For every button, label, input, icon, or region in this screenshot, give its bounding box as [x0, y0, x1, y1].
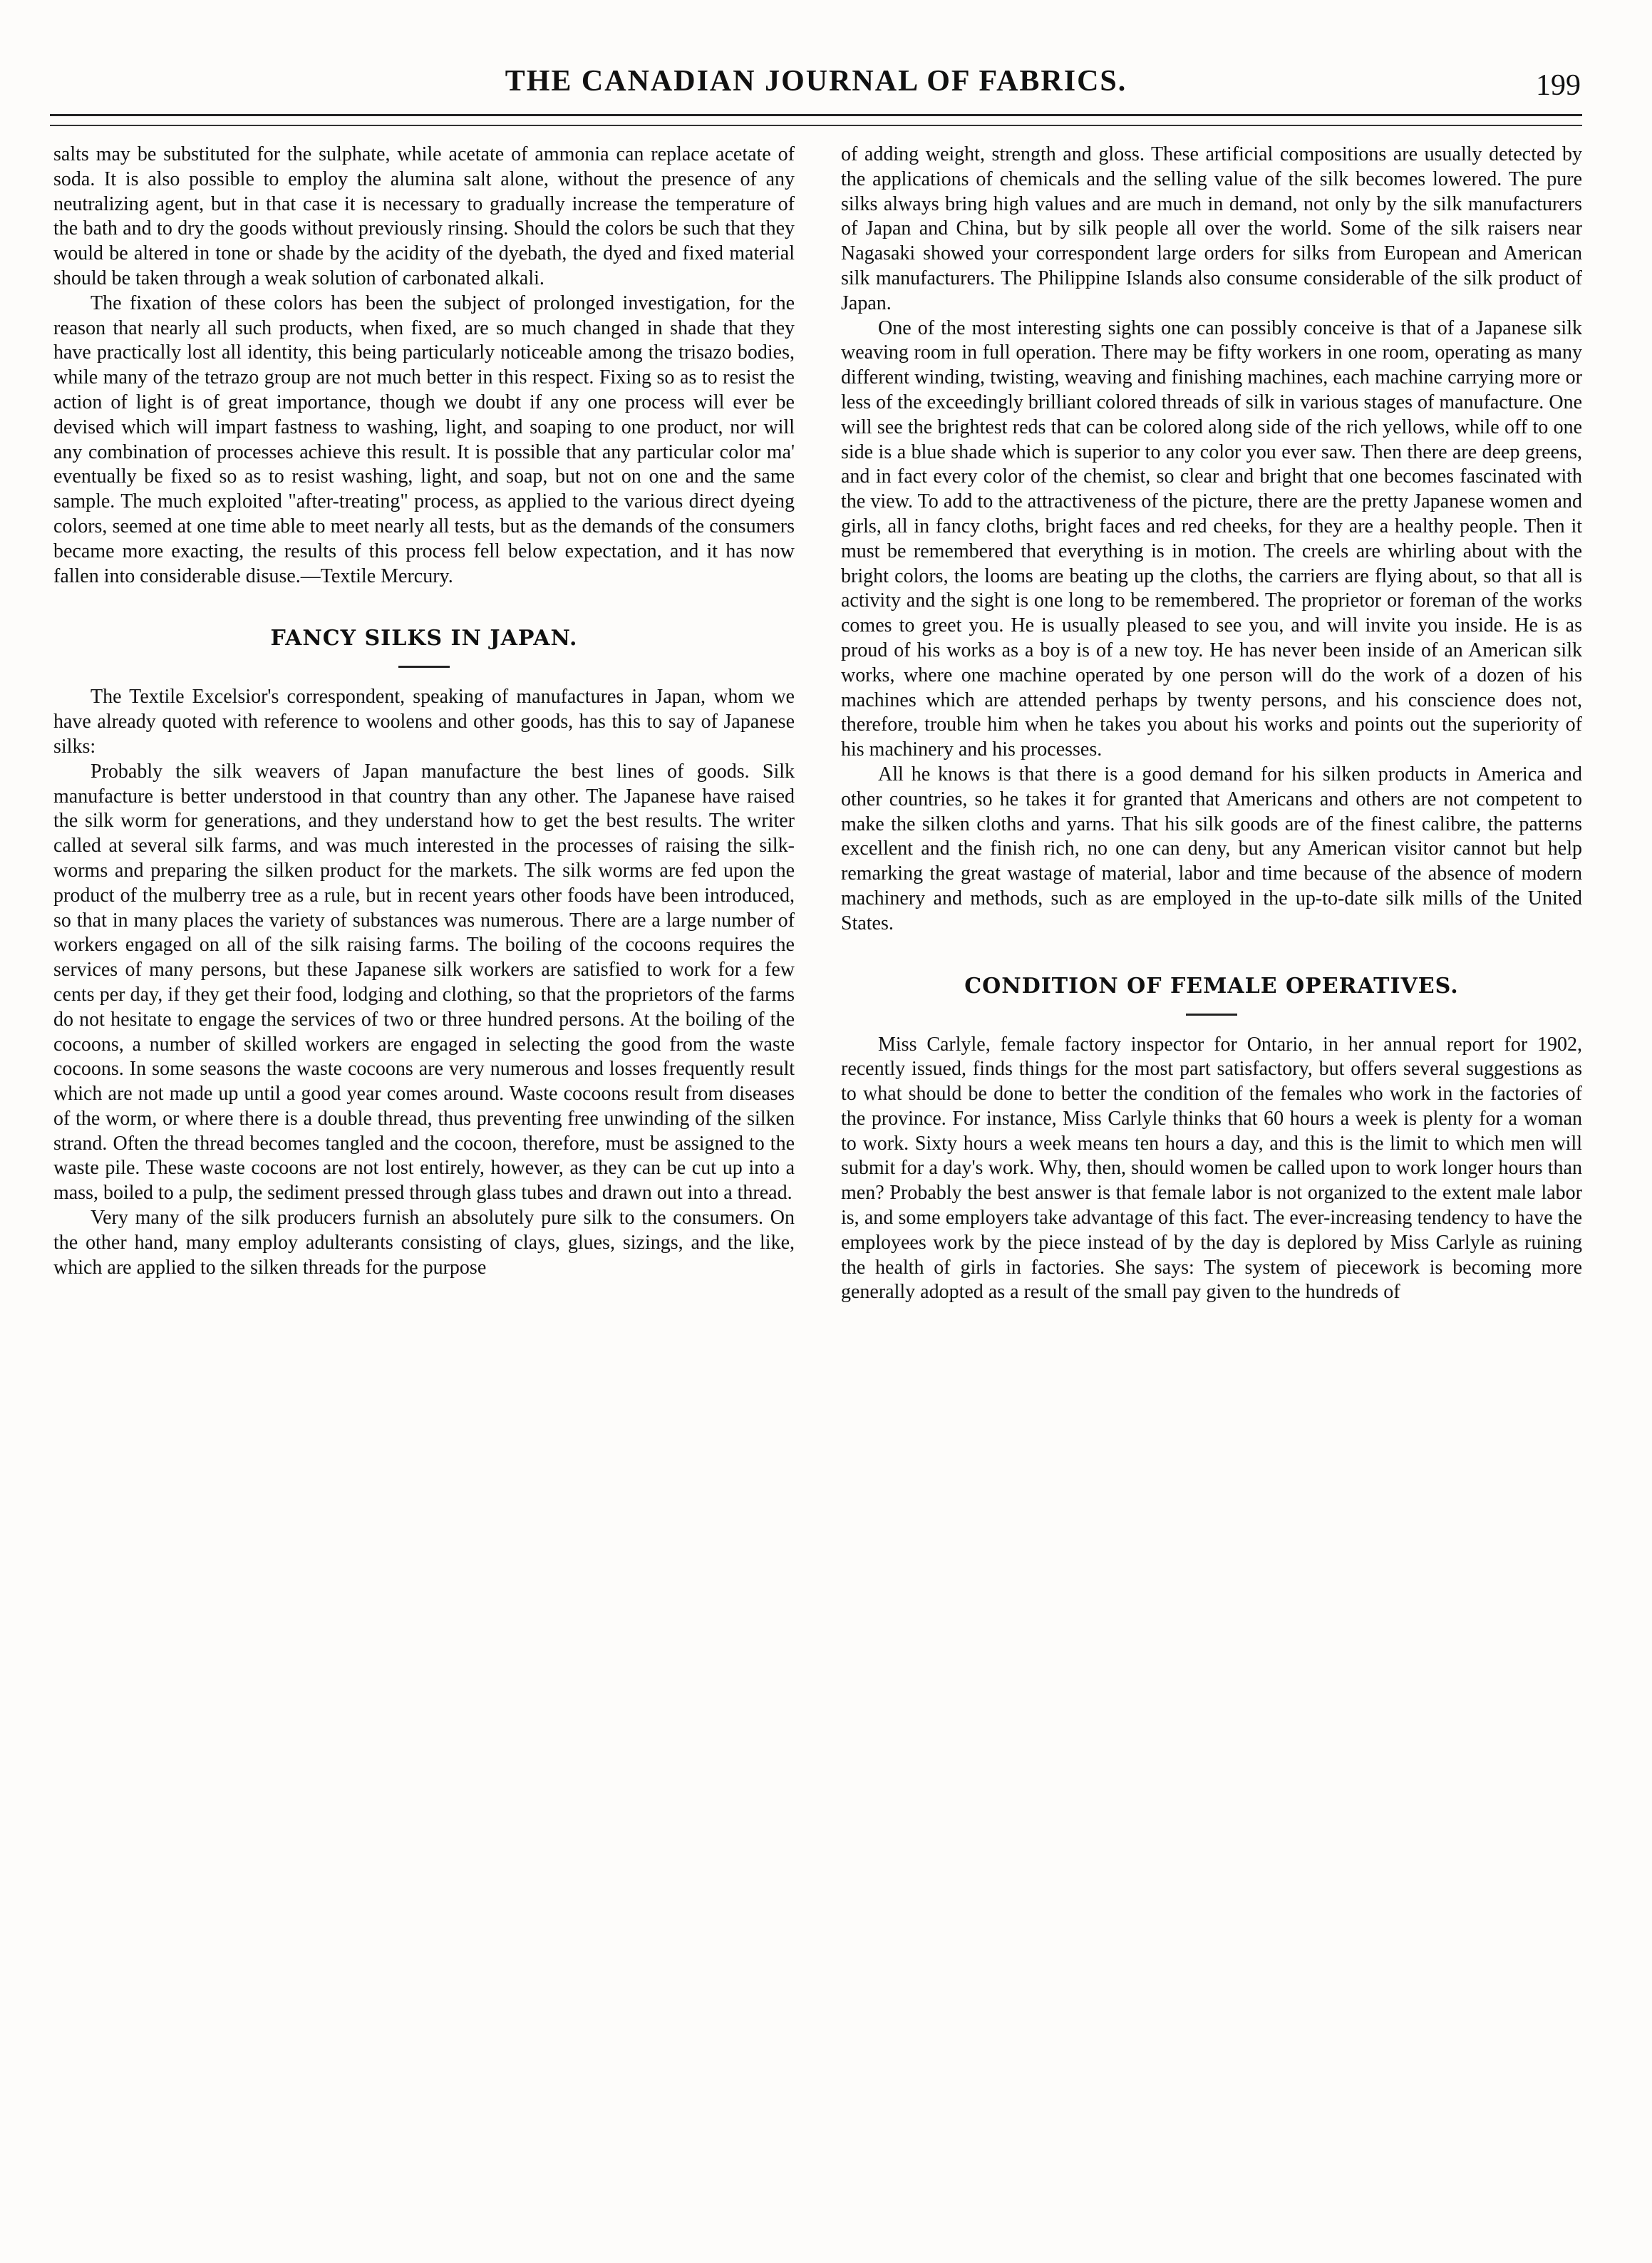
page-number: 199 [1536, 69, 1581, 102]
paragraph: of adding weight, strength and gloss. These artificial compositions are usually detected by the applications of chemicals and the selling value of the silk becomes lowered. The pure silks always bring high values and are much in demand, not only by the silk manufacturers of Japan and China, but by silk people all over the world. Some of the silk raisers near Nagasaki showed your correspondent large orders for silks from European and American silk manufacturers. The Philippine Islands also consume considerable of the silk product of Japan. [841, 143, 1582, 314]
header-rule [50, 114, 1582, 126]
article-title-fancy-silks: FANCY SILKS IN JAPAN. [270, 626, 578, 651]
journal-title: THE CANADIAN JOURNAL OF FABRICS. [505, 65, 1127, 98]
paragraph: One of the most interesting sights one can possibly conceive is that of a Japanese silk weaving room in full operation. There may be fifty workers in one room, operating as many different winding, twisting, weaving and finishing machines, each machine carrying more or less of the exceedingly brilliant colored threads of silk in various stages of manufacture. One will see the brightest reds that can be colored along side of the rich yellows, while off to one side is a blue shade which is superior to any color you ever saw. Then there are deep greens, and in fact every color of the chemist, so clear and bright that one becomes fascinated with the view. To add to the attractiveness of the picture, there are the pretty Japanese women and girls, all in fancy cloths, bright faces and red cheeks, for they are a healthy people. Then it must be remembered that everything is in motion. The creels are whirling about with the bright colors, the looms are beating up the cloths, the carriers are flying about, so that all is activity and the sight is one long to be remembered. The proprietor or foreman of the works comes to greet you. He is usually pleased to see you, and will invite you inside. He is as proud of his works as a boy is of a new toy. He has never been inside of an American silk works, where one machine operated by one person will do the work of a dozen of his machines which are attended perhaps by twenty persons, and his conscience does not, therefore, trouble him when he takes you about his works and points out the superiority of his machinery and his processes. [841, 316, 1582, 761]
title-rule [398, 666, 450, 668]
paragraph: salts may be substituted for the sulphate, while acetate of ammonia can replace acetate of soda. It is also possible to employ the alumina salt alone, without the presence of any neutralizing agent, but in that case it is necessary to gradually increase the temperature of the bath and to dry the goods without previously rinsing. Should the colors be such that they would be altered in tone or shade by the acidity of the dyebath, the dyed and fixed material should be taken through a weak solution of carbonated alkali. [53, 143, 795, 289]
running-header [50, 63, 1582, 105]
article-title-female-operatives: CONDITION OF FEMALE OPERATIVES. [964, 973, 1459, 999]
paragraph: The Textile Excelsior's correspondent, speaking of manufactures in Japan, whom we have already quoted with reference to woolens and other goods, has this to say of Japanese silks: [53, 686, 795, 758]
left-column [53, 143, 795, 1280]
right-column [841, 143, 1582, 1305]
title-rule [1186, 1014, 1237, 1016]
paragraph: All he knows is that there is a good demand for his silken products in America and other countries, so he takes it for granted that Americans and others are not competent to make the silken cloths and yarns. That his silk goods are of the finest calibre, the patterns excellent and the finish rich, no one can deny, but any American visitor cannot but help remarking the great wastage of material, labor and time because of the absence of modern machinery and methods, such as are employed in the up-to-date silk mills of the United States. [841, 763, 1582, 934]
paragraph: The fixation of these colors has been the subject of prolonged investigation, for the reason that nearly all such products, when fixed, are so much changed in shade that they have practically lost all identity, this being particularly noticeable among the trisazo bodies, while many of the tetrazo group are not much better in this respect. Fixing so as to resist the action of light is of great importance, though we doubt if any one process will ever be devised which will impart fastness to washing, light, and soaping to one product, nor will any combination of processes achieve this result. It is possible that any particular color ma' eventually be fixed so as to resist washing, light, and soap, but not on one and the same sample. The much exploited "after-treating" process, as applied to the various direct dyeing colors, seemed at one time able to meet nearly all tests, but as the demands of the consumers became more exacting, the results of this process fell below expectation, and it has now fallen into considerable disuse.—Textile Mercury. [53, 292, 795, 587]
paragraph: Very many of the silk producers furnish an absolutely pure silk to the consumers. On the other hand, many employ adulterants consisting of clays, glues, sizings, and the like, which are applied to the silken threads for the purpose [53, 1207, 795, 1279]
paragraph: Miss Carlyle, female factory inspector for Ontario, in her annual report for 1902, recently issued, finds things for the most part satisfactory, but offers several suggestions as to what should be done to better the condition of the females who work in the factories of the province. For instance, Miss Carlyle thinks that 60 hours a week is plenty for a woman to work. Sixty hours a week means ten hours a day, and this is the limit to which men will submit for a day's work. Why, then, should women be called upon to work longer hours than men? Probably the best answer is that female labor is not organized to the extent male labor is, and some employers take advantage of this fact. The ever-increasing tendency to have the employees work by the piece instead of by the day is deplored by Miss Carlyle as ruining the health of girls in factories. She says: The system of piecework is becoming more generally adopted as a result of the small pay given to the hundreds of [841, 1033, 1582, 1304]
paragraph: Probably the silk weavers of Japan manufacture the best lines of goods. Silk manufacture is better understood in that country than any other. The Japanese have raised the silk worm for generations, and they understand how to get the best results. The writer called at several silk farms, and was much interested in the processes of raising the silk-worms and preparing the silken product for the markets. The silk worms are fed upon the product of the mulberry tree as a rule, but in recent years other foods have been introduced, so that in many places the variety of substances was numerous. There are a large number of workers engaged on all of the silk raising farms. The boiling of the cocoons requires the services of many persons, but these Japanese silk workers are satisfied to work for a few cents per day, if they get their food, lodging and clothing, so that the proprietors of the farms do not hesitate to engage the services of two or three hundred persons. At the boiling of the cocoons, a number of skilled workers are engaged in selecting the good from the waste cocoons. In some seasons the waste cocoons are very numerous and losses frequently result which are not made up until a good year comes around. Waste cocoons result from diseases of the worm, or where there is a double thread, thus preventing free unwinding of the silken strand. Often the thread becomes tangled and the cocoon, therefore, must be assigned to the waste pile. These waste cocoons are not lost entirely, however, as they can be cut up into a mass, boiled to a pulp, the sediment pressed through glass tubes and drawn out into a thread. [53, 760, 795, 1205]
